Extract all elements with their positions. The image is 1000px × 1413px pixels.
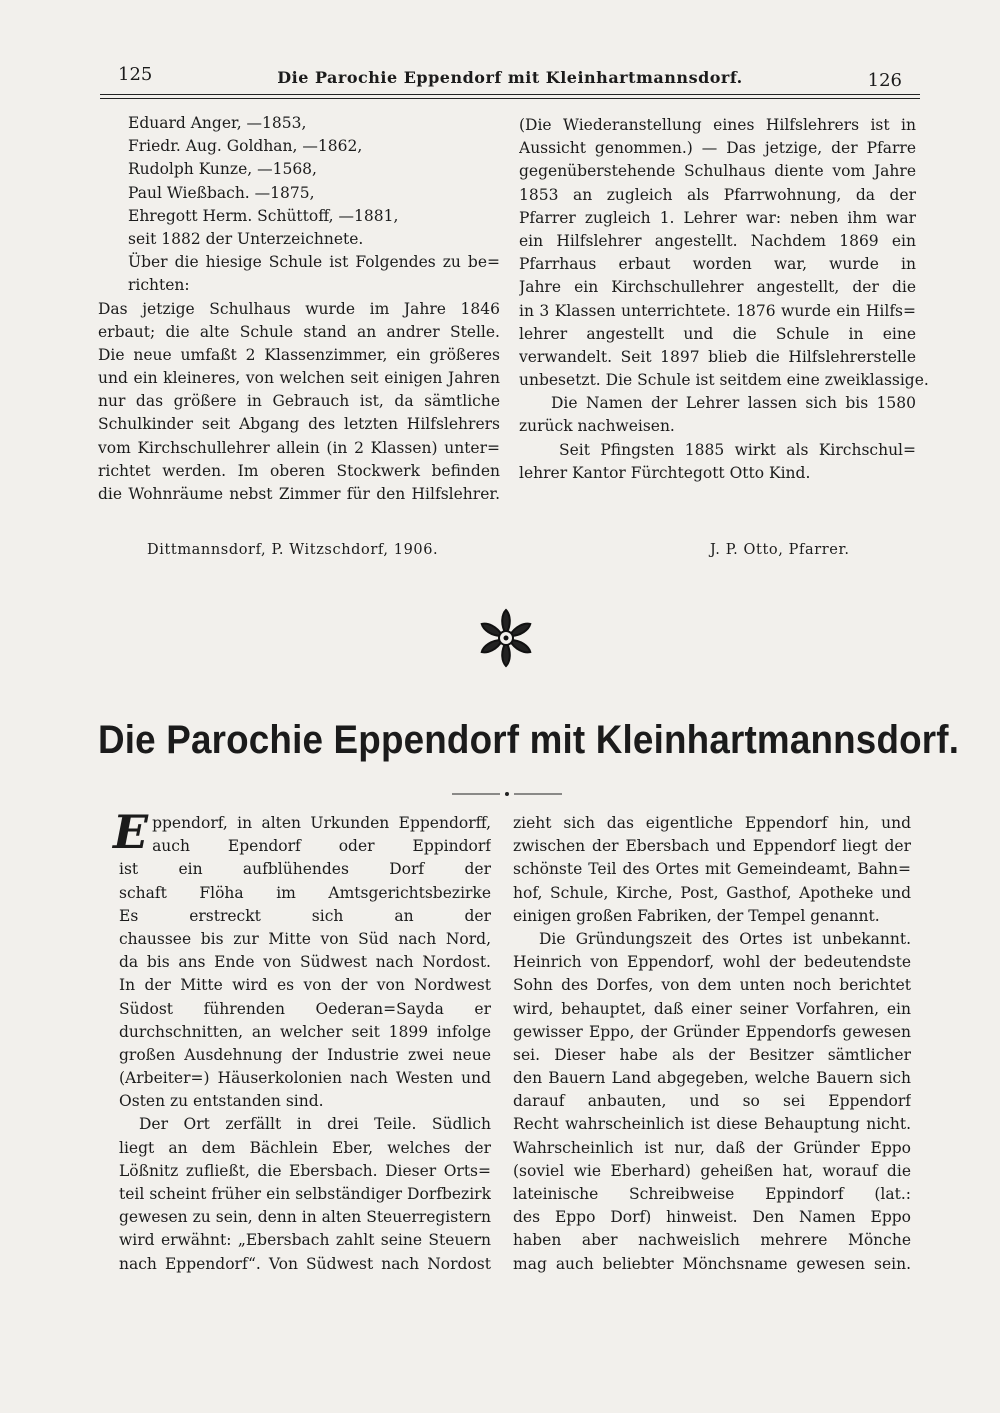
text-line: Lößnitz zufließt, die Ebersbach. Dieser Orts=: [119, 1161, 491, 1180]
text-line: ist ein aufblühendes Dorf der: [119, 860, 491, 879]
text-line: und ein kleineres, von welchen seit einigen Jahren: [98, 369, 500, 388]
text-line: hof, Schule, Kirche, Post, Gasthof, Apotheke und: [513, 883, 911, 902]
header-rule: [100, 94, 920, 95]
text-line: zieht sich das eigentliche Eppendorf hin, und: [513, 814, 911, 832]
text-line: gewesen zu sein, denn in alten Steuerregistern: [119, 1208, 491, 1227]
text-line: Seit Pfingsten 1885 wirkt als Kirchschul=: [559, 440, 916, 459]
text-line: in 3 Klassen unterrichtete. 1876 wurde ein Hilfs=: [519, 301, 916, 320]
text-line: Heinrich von Eppendorf, wohl der bedeutendste: [513, 953, 911, 972]
text-line: (soviel wie Eberhard) geheißen hat, worauf die: [513, 1161, 911, 1180]
article-left-column: [113, 805, 491, 1276]
text-line: richtet werden. Im oberen Stockwerk befinden: [98, 461, 500, 480]
text-line: Recht wahrscheinlich ist diese Behauptung nicht.: [513, 1115, 911, 1134]
text-line: lehrer angestellt und die Schule in eine: [519, 324, 916, 343]
text-line: einigen großen Fabriken, der Tempel genannt.: [513, 906, 880, 925]
text-line: vom Kirchschullehrer allein (in 2 Klassen) unter=: [98, 438, 500, 457]
page-header: [100, 60, 920, 94]
text-line: Pfarrer zugleich 1. Lehrer war: neben ihm war: [519, 208, 916, 227]
text-line: Pfarrhaus erbaut worden war, wurde in: [519, 255, 916, 274]
text-line: haben aber nachweislich mehrere Mönche: [513, 1231, 911, 1250]
text-line: chaussee bis zur Mitte von Süd nach Nord,: [119, 929, 491, 948]
top-left-column: [98, 112, 500, 506]
page-number-right: 126: [867, 70, 902, 91]
text-line: Der Ort zerfällt in drei Teile. Südlich: [139, 1115, 491, 1134]
text-line: wird erwähnt: „Ebersbach zahlt seine Steuern: [119, 1231, 491, 1250]
text-line: unbesetzt. Die Schule ist seitdem eine zweiklassige.: [519, 371, 929, 390]
text-line: nach Eppendorf“. Von Südwest nach Nordost: [119, 1254, 491, 1273]
text-line: ppendorf, in alten Urkunden Eppendorff,: [152, 814, 491, 832]
text-line: Ehregott Herm. Schüttoff, —1881,: [128, 206, 399, 225]
text-line: schönste Teil des Ortes mit Gemeindeamt, Bahn=: [513, 860, 911, 879]
text-line: lehrer Kantor Fürchtegott Otto Kind.: [519, 463, 811, 482]
text-line: In der Mitte wird es von der von Nordwest: [119, 976, 491, 995]
text-line: Die Gründungszeit des Ortes ist unbekannt.: [539, 929, 911, 948]
signature-left: Dittmannsdorf, P. Witzschdorf, 1906.: [147, 542, 439, 558]
text-line: lateinische Schreibweise Eppindorf (lat.:: [513, 1185, 911, 1203]
signature-right: J. P. Otto, Pfarrer.: [710, 542, 850, 558]
text-line: seit 1882 der Unterzeichnete.: [128, 229, 364, 248]
text-line: Friedr. Aug. Goldhan, —1862,: [128, 137, 363, 156]
text-line: durchschnitten, an welcher seit 1899 infolge: [119, 1022, 491, 1041]
text-line: darauf anbauten, und so sei Eppendorf: [513, 1092, 911, 1111]
text-line: Die neue umfaßt 2 Klassenzimmer, ein größeres: [98, 345, 500, 364]
text-line: wird, behauptet, daß einer seiner Vorfahren, ein: [513, 999, 911, 1018]
text-line: Osten zu entstanden sind.: [119, 1092, 324, 1111]
text-line: (Arbeiter=) Häuserkolonien nach Westen und: [119, 1069, 491, 1088]
text-line: zwischen der Ebersbach und Eppendorf liegt der: [513, 837, 911, 856]
text-line: ein Hilfslehrer angestellt. Nachdem 1869 ein: [519, 231, 916, 250]
text-line: Schulkinder seit Abgang des letzten Hilfslehrers: [98, 415, 500, 434]
text-line: Das jetzige Schulhaus wurde im Jahre 1846: [98, 299, 500, 318]
text-line: Eduard Anger, —1853,: [128, 114, 307, 132]
text-line: die Wohnräume nebst Zimmer für den Hilfslehrer.: [98, 485, 500, 503]
article-title: Die Parochie Eppendorf mit Kleinhartmannsdorf.: [98, 718, 960, 762]
text-line: teil scheint früher ein selbständiger Dorfbezirk: [119, 1185, 491, 1203]
text-line: Sohn des Dorfes, von dem unten noch berichtet: [513, 976, 911, 995]
running-title: Die Parochie Eppendorf mit Kleinhartmannsdorf.: [277, 68, 743, 87]
text-line: des Eppo Dorf) hinweist. Den Namen Eppo: [513, 1208, 911, 1227]
text-line: mag auch beliebter Mönchsname gewesen sein.: [513, 1254, 911, 1273]
text-line: 1853 an zugleich als Pfarrwohnung, da der: [519, 185, 916, 204]
top-right-column: [519, 114, 929, 485]
text-line: Paul Wießbach. —1875,: [128, 183, 315, 202]
text-line: sei. Dieser habe als der Besitzer sämtlicher: [513, 1045, 911, 1064]
text-line: da bis ans Ende von Südwest nach Nordost.: [119, 953, 491, 972]
header-rule-thin: [100, 98, 920, 99]
text-line: richten:: [128, 276, 190, 295]
text-line: großen Ausdehnung der Industrie zwei neue: [119, 1045, 491, 1064]
text-line: Die Namen der Lehrer lassen sich bis 1580: [551, 394, 916, 413]
text-line: erbaut; die alte Schule stand an andrer Stelle.: [98, 322, 500, 341]
article-right-column: [513, 812, 911, 1276]
text-line: Es erstreckt sich an der: [119, 906, 491, 925]
text-line: gewisser Eppo, der Gründer Eppendorfs gewesen: [513, 1022, 911, 1041]
text-line: Aussicht genommen.) — Das jetzige, der Pfarre: [519, 139, 916, 158]
text-line: Wahrscheinlich ist nur, daß der Gründer Eppo: [513, 1138, 911, 1157]
text-line: verwandelt. Seit 1897 blieb die Hilfslehrerstelle: [519, 347, 916, 366]
text-line: schaft Flöha im Amtsgerichtsbezirke: [119, 883, 491, 902]
text-line: (Die Wiederanstellung eines Hilfslehrers ist in: [519, 116, 916, 134]
text-line: liegt an dem Bächlein Eber, welches der: [119, 1138, 491, 1157]
drop-initial: E: [113, 805, 149, 859]
text-line: Rudolph Kunze, —1568,: [128, 160, 317, 179]
text-line: den Bauern Land abgegeben, welche Bauern sich: [513, 1069, 911, 1088]
text-line: gegenüberstehende Schulhaus diente vom Jahre: [519, 162, 916, 181]
text-line: nur das größere in Gebrauch ist, da sämtliche: [98, 392, 500, 411]
text-line: Jahre ein Kirchschullehrer angestellt, der die: [519, 278, 916, 297]
text-line: zurück nachweisen.: [519, 417, 675, 436]
page-number-left: 125: [118, 64, 153, 85]
text-line: Über die hiesige Schule ist Folgendes zu be=: [128, 253, 500, 272]
text-line: Südost führenden Oederan=Sayda er: [119, 999, 491, 1018]
title-divider: [452, 790, 562, 798]
edelweiss-ornament-icon: [474, 606, 538, 670]
text-line: auch Ependorf oder Eppindorf: [152, 837, 491, 856]
